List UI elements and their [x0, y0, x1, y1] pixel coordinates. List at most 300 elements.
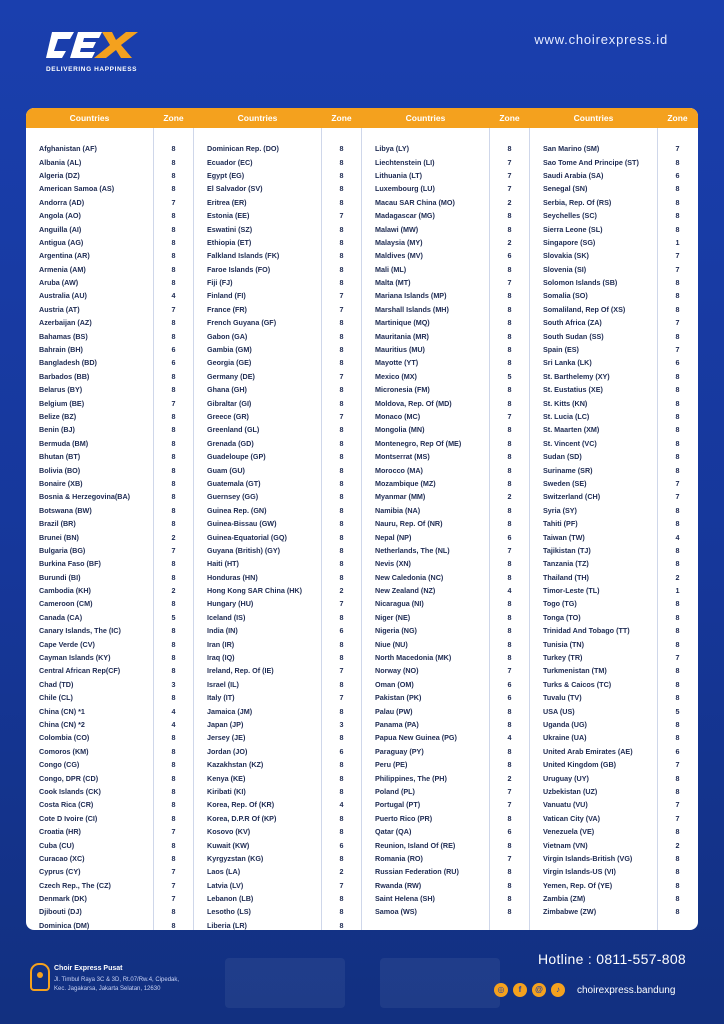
zone-value: 8: [675, 907, 680, 917]
country-name: Kazakhstan (KZ): [207, 760, 264, 770]
zone-value: 8: [507, 224, 512, 234]
zone-value: 8: [675, 385, 680, 395]
country-name: Antigua (AG): [39, 237, 84, 247]
table-row: [26, 651, 194, 664]
zone-value: 8: [339, 170, 344, 180]
table-row: [26, 383, 194, 396]
zone-value: 8: [339, 478, 344, 488]
table-row: [362, 236, 530, 249]
zone-value: 6: [507, 693, 512, 703]
country-name: Denmark (DK): [39, 894, 87, 904]
country-name: Belarus (BY): [39, 385, 83, 395]
zone-value: 8: [171, 465, 176, 475]
table-row: [26, 155, 194, 168]
table-row: [530, 263, 698, 276]
table-row: [362, 571, 530, 584]
table-row: [26, 825, 194, 838]
zone-value: 7: [675, 478, 680, 488]
zone-value: 6: [339, 626, 344, 636]
table-row: [26, 196, 194, 209]
country-name: Jersey (JE): [207, 733, 246, 743]
table-row: [26, 169, 194, 182]
zone-value: 8: [507, 519, 512, 529]
zone-value: 7: [507, 666, 512, 676]
country-name: Martinique (MQ): [375, 318, 430, 328]
country-name: Macau SAR China (MO): [375, 197, 455, 207]
table-row: [26, 490, 194, 503]
zone-value: 7: [675, 144, 680, 154]
zone-value: 8: [339, 345, 344, 355]
country-name: Croatia (HR): [39, 827, 81, 837]
table-row: [26, 209, 194, 222]
zone-value: 7: [171, 197, 176, 207]
table-row: [362, 383, 530, 396]
table-row: [362, 450, 530, 463]
country-name: Marshall Islands (MH): [375, 304, 449, 314]
zone-value: 8: [507, 211, 512, 221]
zone-value: 8: [675, 827, 680, 837]
zone-value: 8: [675, 559, 680, 569]
country-name: Uganda (UG): [543, 719, 587, 729]
country-name: Bhutan (BT): [39, 452, 81, 462]
table-row: [530, 316, 698, 329]
country-name: St. Eustatius (XE): [543, 385, 603, 395]
zone-value: 8: [339, 786, 344, 796]
table-row: [194, 182, 362, 195]
country-name: Tahiti (PF): [543, 519, 578, 529]
table-rows: [362, 142, 530, 919]
zone-value: 8: [171, 813, 176, 823]
table-row: [362, 584, 530, 597]
country-name: Bahrain (BH): [39, 345, 83, 355]
table-row: [530, 571, 698, 584]
zone-value: 7: [507, 545, 512, 555]
table-row: [530, 771, 698, 784]
zone-value: 8: [339, 559, 344, 569]
zone-value: 6: [675, 746, 680, 756]
table-row: [362, 329, 530, 342]
table-row: [26, 182, 194, 195]
country-name: Guadeloupe (GP): [207, 452, 266, 462]
table-row: [26, 571, 194, 584]
table-row: [530, 878, 698, 891]
email-icon[interactable]: @: [532, 983, 546, 997]
country-name: Barbados (BB): [39, 371, 90, 381]
table-row: [362, 155, 530, 168]
table-row: [194, 812, 362, 825]
table-row: [362, 664, 530, 677]
table-row: [362, 504, 530, 517]
table-row: [362, 678, 530, 691]
table-row: [362, 410, 530, 423]
zone-value: 8: [675, 693, 680, 703]
table-row: [194, 263, 362, 276]
country-name: North Macedonia (MK): [375, 653, 452, 663]
table-row: [194, 611, 362, 624]
country-name: Colombia (CO): [39, 733, 90, 743]
table-column: [362, 128, 530, 930]
country-name: Paraguay (PY): [375, 746, 424, 756]
country-name: Bonaire (XB): [39, 478, 83, 488]
country-name: Liberia (LR): [207, 920, 247, 930]
table-row: [194, 410, 362, 423]
table-row: [530, 544, 698, 557]
table-row: [362, 276, 530, 289]
country-name: Tuvalu (TV): [543, 693, 582, 703]
zone-value: 8: [171, 318, 176, 328]
country-name: Turkey (TR): [543, 653, 583, 663]
country-name: Australia (AU): [39, 291, 87, 301]
brand-logo: [44, 28, 144, 76]
country-name: Slovenia (SI): [543, 264, 587, 274]
zone-value: 2: [339, 586, 344, 596]
country-name: Armenia (AM): [39, 264, 86, 274]
country-name: Laos (LA): [207, 867, 241, 877]
table-row: [530, 343, 698, 356]
zone-value: 7: [507, 170, 512, 180]
table-row: [26, 584, 194, 597]
country-name: Cook Islands (CK): [39, 786, 101, 796]
zone-value: 8: [171, 425, 176, 435]
zone-value: 8: [339, 813, 344, 823]
table-row: [362, 865, 530, 878]
zone-value: 8: [339, 251, 344, 261]
country-name: Guinea-Bissau (GW): [207, 519, 277, 529]
zone-value: 8: [339, 920, 344, 930]
table-row: [26, 289, 194, 302]
zone-value: 8: [507, 144, 512, 154]
zone-value: 8: [171, 666, 176, 676]
table-body: [26, 128, 698, 930]
zone-value: 8: [675, 291, 680, 301]
country-name: Gambia (GM): [207, 345, 252, 355]
country-name: Myanmar (MM): [375, 492, 426, 502]
brand-tagline: DELIVERING HAPPINESS: [46, 66, 138, 73]
hotline-number[interactable]: Hotline : 0811-557-808: [538, 951, 686, 967]
table-row: [194, 678, 362, 691]
country-name: Chad (TD): [39, 679, 74, 689]
zone-value: 5: [507, 371, 512, 381]
header-zone: Zone: [331, 113, 352, 123]
zone-value: 8: [171, 853, 176, 863]
table-row: [530, 704, 698, 717]
country-name: Poland (PL): [375, 786, 415, 796]
country-name: Bahamas (BS): [39, 331, 88, 341]
table-row: [530, 490, 698, 503]
country-name: Reunion, Island Of (RE): [375, 840, 456, 850]
country-name: Nepal (NP): [375, 532, 412, 542]
zone-value: 8: [675, 224, 680, 234]
zone-value: 8: [171, 492, 176, 502]
table-row: [26, 544, 194, 557]
table-row: [530, 611, 698, 624]
zone-value: 8: [339, 773, 344, 783]
table-row: [530, 182, 698, 195]
table-row: [362, 530, 530, 543]
zone-value: 7: [507, 278, 512, 288]
country-name: Guernsey (GG): [207, 492, 259, 502]
table-row: [362, 745, 530, 758]
country-name: Nicaragua (NI): [375, 599, 424, 609]
zone-value: 8: [339, 425, 344, 435]
country-name: Cambodia (KH): [39, 586, 91, 596]
country-name: Mongolia (MN): [375, 425, 425, 435]
table-row: [26, 370, 194, 383]
zone-value: 2: [675, 840, 680, 850]
zone-value: 6: [339, 840, 344, 850]
table-row: [362, 196, 530, 209]
table-row: [194, 798, 362, 811]
table-row: [194, 731, 362, 744]
country-name: Hungary (HU): [207, 599, 254, 609]
country-name: South Africa (ZA): [543, 318, 602, 328]
table-row: [194, 356, 362, 369]
country-name: Andorra (AD): [39, 197, 85, 207]
social-handle[interactable]: choirexpress.bandung: [577, 985, 676, 996]
address-line: Kec. Jagakarsa, Jakarta Selatan, 12630: [54, 986, 161, 992]
zone-value: 8: [339, 358, 344, 368]
country-name: Ghana (GH): [207, 385, 247, 395]
facebook-icon[interactable]: f: [513, 983, 527, 997]
country-name: Peru (PE): [375, 760, 408, 770]
zone-value: 8: [507, 425, 512, 435]
zone-value: 7: [507, 853, 512, 863]
country-name: Liechtenstein (LI): [375, 157, 435, 167]
instagram-icon[interactable]: ◎: [494, 983, 508, 997]
country-name: Angola (AO): [39, 211, 81, 221]
table-row: [194, 423, 362, 436]
table-row: [362, 396, 530, 409]
table-row: [362, 142, 530, 155]
country-name: Estonia (EE): [207, 211, 250, 221]
zone-value: 7: [507, 157, 512, 167]
table-row: [362, 423, 530, 436]
country-name: Sao Tome And Principe (ST): [543, 157, 639, 167]
table-row: [26, 530, 194, 543]
country-name: China (CN) *2: [39, 719, 85, 729]
country-name: Cote D Ivoire (CI): [39, 813, 98, 823]
table-row: [194, 664, 362, 677]
zone-value: 7: [675, 318, 680, 328]
table-row: [530, 463, 698, 476]
table-row: [194, 637, 362, 650]
zone-value: 5: [675, 706, 680, 716]
country-name: Yemen, Rep. Of (YE): [543, 880, 613, 890]
country-name: Mexico (MX): [375, 371, 417, 381]
table-row: [194, 236, 362, 249]
table-row: [530, 597, 698, 610]
zone-value: 4: [675, 532, 680, 542]
country-name: Japan (JP): [207, 719, 244, 729]
zone-value: 2: [171, 532, 176, 542]
table-row: [26, 597, 194, 610]
country-name: Slovakia (SK): [543, 251, 589, 261]
table-row: [26, 878, 194, 891]
zone-value: 8: [171, 746, 176, 756]
country-name: Czech Rep., The (CZ): [39, 880, 111, 890]
zone-value: 8: [339, 907, 344, 917]
country-name: Zambia (ZM): [543, 894, 586, 904]
table-row: [194, 571, 362, 584]
zone-value: 7: [507, 184, 512, 194]
zone-value: 8: [507, 385, 512, 395]
table-row: [362, 905, 530, 918]
zone-value: 7: [171, 827, 176, 837]
zone-value: 7: [507, 412, 512, 421]
country-name: Russian Federation (RU): [375, 867, 459, 877]
zone-value: 8: [339, 519, 344, 529]
table-row: [26, 691, 194, 704]
country-name: Argentina (AR): [39, 251, 90, 261]
zone-value: 8: [507, 438, 512, 448]
table-row: [530, 812, 698, 825]
table-row: [530, 196, 698, 209]
country-name: Botswana (BW): [39, 505, 92, 515]
country-name: Grenada (GD): [207, 438, 254, 448]
table-row: [530, 798, 698, 811]
table-row: [194, 343, 362, 356]
table-row: [530, 865, 698, 878]
table-row: [194, 477, 362, 490]
country-name: United Kingdom (GB): [543, 760, 617, 770]
zone-value: 8: [171, 385, 176, 395]
table-row: [194, 651, 362, 664]
table-row: [194, 437, 362, 450]
zone-value: 8: [675, 786, 680, 796]
zone-value: 8: [171, 278, 176, 288]
zone-value: 4: [171, 719, 176, 729]
table-row: [530, 852, 698, 865]
table-row: [194, 905, 362, 918]
country-name: Finland (FI): [207, 291, 246, 301]
table-row: [194, 758, 362, 771]
country-name: Syria (SY): [543, 505, 577, 515]
table-row: [26, 517, 194, 530]
zone-value: 8: [675, 465, 680, 475]
country-name: New Caledonia (NC): [375, 572, 444, 582]
country-name: Norway (NO): [375, 666, 419, 676]
country-name: Mayotte (YT): [375, 358, 419, 368]
table-row: [530, 356, 698, 369]
country-name: Albania (AL): [39, 157, 82, 167]
country-name: Turks & Caicos (TC): [543, 679, 612, 689]
country-name: New Zealand (NZ): [375, 586, 436, 596]
zone-value: 7: [507, 786, 512, 796]
zone-value: 6: [507, 827, 512, 837]
table-row: [194, 517, 362, 530]
header-zone: Zone: [667, 113, 688, 123]
table-row: [194, 396, 362, 409]
country-name: Pakistan (PK): [375, 693, 422, 703]
table-rows: [26, 142, 194, 930]
country-name: France (FR): [207, 304, 247, 314]
table-row: [26, 410, 194, 423]
table-row: [26, 477, 194, 490]
country-name: Korea, Rep. Of (KR): [207, 800, 275, 810]
zone-value: 8: [171, 800, 176, 810]
country-name: Congo, DPR (CD): [39, 773, 99, 783]
zone-value: 6: [675, 358, 680, 368]
country-name: Saint Helena (SH): [375, 894, 435, 904]
table-row: [26, 624, 194, 637]
zone-value: 2: [507, 492, 512, 502]
tiktok-icon[interactable]: ♪: [551, 983, 565, 997]
table-row: [530, 718, 698, 731]
table-row: [194, 450, 362, 463]
table-row: [362, 597, 530, 610]
zone-value: 8: [507, 345, 512, 355]
table-row: [26, 731, 194, 744]
zone-value: 7: [171, 880, 176, 890]
table-row: [362, 637, 530, 650]
country-name: Vatican City (VA): [543, 813, 600, 823]
zone-value: 8: [339, 331, 344, 341]
zone-value: 8: [507, 653, 512, 663]
table-row: [194, 718, 362, 731]
zone-value: 7: [675, 264, 680, 274]
country-name: Congo (CG): [39, 760, 80, 770]
country-name: Niger (NE): [375, 612, 411, 622]
table-row: [530, 825, 698, 838]
zone-value: 4: [171, 291, 176, 301]
table-row: [26, 316, 194, 329]
zone-value: 8: [171, 224, 176, 234]
zone-value: 2: [339, 867, 344, 877]
zone-value: 8: [507, 331, 512, 341]
table-row: [26, 236, 194, 249]
table-row: [26, 637, 194, 650]
zone-value: 8: [171, 519, 176, 529]
table-row: [26, 838, 194, 851]
table-row: [530, 329, 698, 342]
zone-value: 7: [339, 371, 344, 381]
table-row: [194, 169, 362, 182]
zone-value: 8: [675, 412, 680, 421]
website-link[interactable]: www.choirexpress.id: [534, 32, 668, 47]
country-name: Bangladesh (BD): [39, 358, 97, 368]
zone-value: 6: [507, 251, 512, 261]
zone-value: 8: [171, 211, 176, 221]
zone-value: 8: [339, 438, 344, 448]
table-row: [362, 892, 530, 905]
country-name: Cyprus (CY): [39, 867, 81, 877]
zone-value: 8: [507, 572, 512, 582]
zone-value: 8: [675, 211, 680, 221]
zone-value: 8: [171, 599, 176, 609]
table-row: [362, 517, 530, 530]
zone-value: 8: [339, 505, 344, 515]
country-name: Lithuania (LT): [375, 170, 422, 180]
zone-value: 8: [507, 706, 512, 716]
country-name: Montserrat (MS): [375, 452, 430, 462]
zone-table: [26, 108, 698, 930]
zone-value: 8: [507, 478, 512, 488]
country-name: Chile (CL): [39, 693, 73, 703]
zone-value: 7: [339, 693, 344, 703]
table-row: [26, 557, 194, 570]
table-row: [530, 905, 698, 918]
zone-value: 2: [507, 773, 512, 783]
table-row: [194, 544, 362, 557]
zone-value: 7: [171, 304, 176, 314]
country-name: Mauritius (MU): [375, 345, 425, 355]
office-title: Choir Express Pusat: [54, 965, 123, 972]
table-row: [26, 396, 194, 409]
table-row: [26, 343, 194, 356]
country-name: South Sudan (SS): [543, 331, 604, 341]
table-row: [362, 477, 530, 490]
table-row: [194, 597, 362, 610]
